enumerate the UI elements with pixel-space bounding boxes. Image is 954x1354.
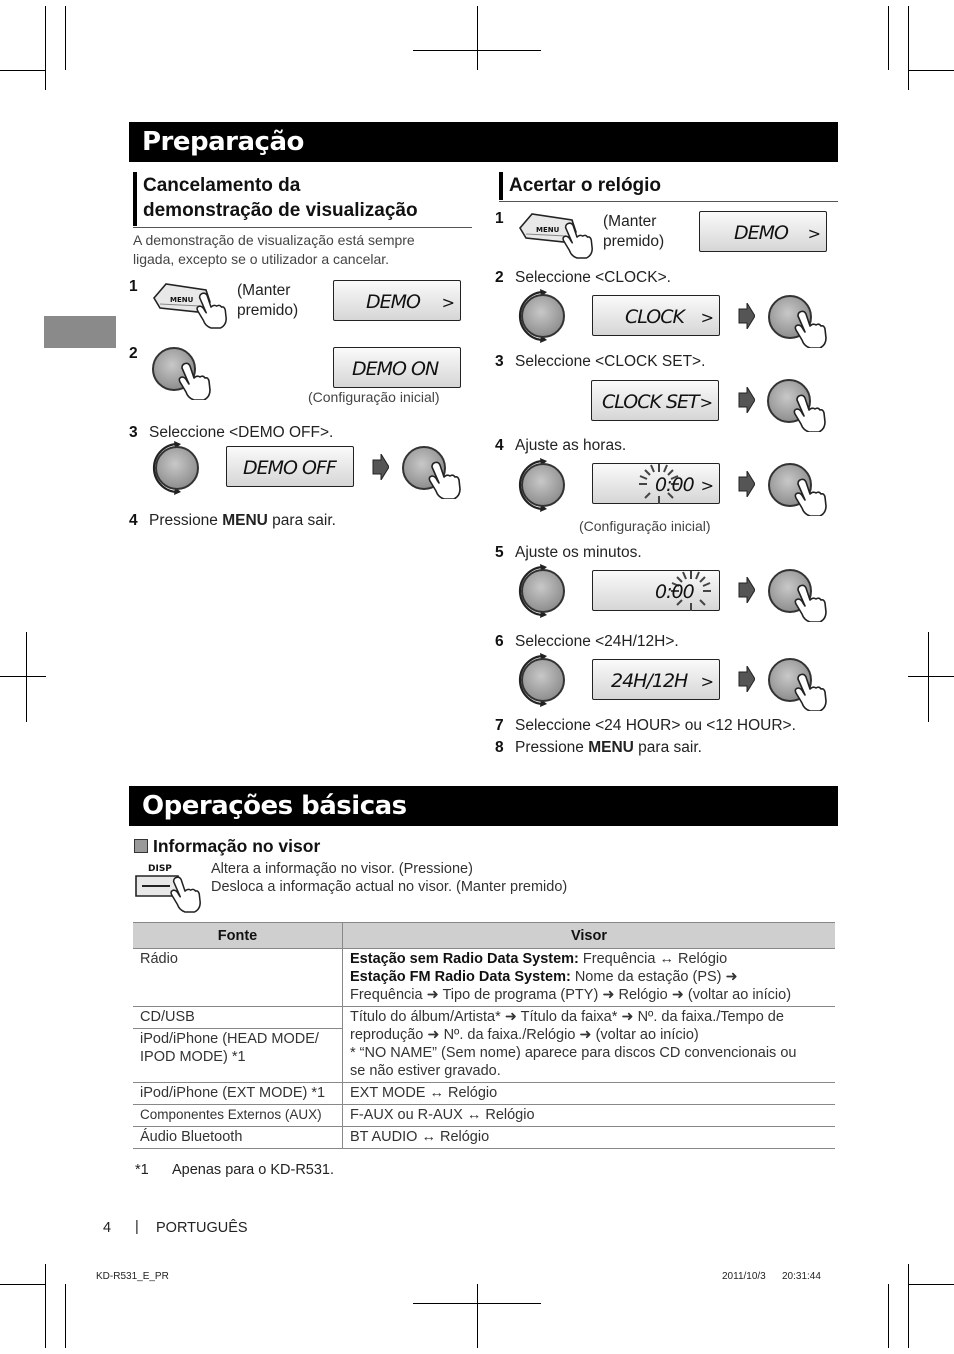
demo-heading-1: Cancelamento da (143, 175, 301, 196)
display-cell: F-AUX ou R-AUX ↔ Relógio (343, 1105, 836, 1127)
display-cell: Título do álbum/Artista* ➜ Título da faixa* ➜ Nº. da faixa./Tempo de reprodução ➜ Nº. da faixa./Relógio ➜ (voltar ao início) * “NO NAME” (Sem nome) aparece para discos CD convencionais ou se não estiver gravado. (343, 1007, 836, 1083)
crop-mark (0, 70, 46, 71)
press-hand-icon (790, 671, 830, 711)
lcd-display (591, 380, 719, 421)
knob-icon[interactable] (521, 569, 565, 613)
crop-mark (0, 1284, 46, 1285)
lcd-text: 0:00 (655, 581, 694, 603)
lcd-display (592, 659, 720, 700)
demo-heading-2: demonstração de visualização (143, 200, 418, 221)
source-cell: Áudio Bluetooth (133, 1127, 343, 1149)
right-arrow-icon (371, 454, 389, 480)
table-row (133, 1007, 835, 1083)
crop-mark (928, 632, 929, 722)
disp-button-icon[interactable] (134, 860, 208, 916)
hold-label-2: premido) (237, 302, 299, 319)
section-bar (133, 172, 137, 226)
hold-label-1: (Manter (237, 282, 291, 299)
table-row (133, 949, 835, 1007)
source-cell: iPod/iPhone (EXT MODE) *1 (133, 1083, 343, 1105)
disp-desc-1: Altera a informação no visor. (Pressione) (211, 861, 473, 877)
step-number: 1 (129, 278, 138, 295)
lcd-display (333, 347, 461, 388)
press-hand-icon (790, 582, 830, 622)
display-cell: EXT MODE ↔ Relógio (343, 1083, 836, 1105)
print-date: 2011/10/3 (722, 1271, 766, 1282)
lcd-text: DEMO OFF (243, 457, 336, 479)
press-hand-icon (790, 476, 830, 516)
clock-heading: Acertar o relógio (509, 175, 662, 196)
crop-mark (888, 6, 889, 70)
step-text: Seleccione <DEMO OFF>. (149, 424, 334, 441)
menu-button-icon[interactable] (150, 280, 234, 332)
file-id: KD-R531_E_PR (96, 1271, 169, 1282)
crop-mark (477, 6, 478, 70)
prep-banner: Preparação (129, 122, 838, 162)
demo-intro-1: A demonstração de visualização está sempre (133, 232, 415, 248)
table-row (133, 1083, 835, 1105)
disp-desc-2: Desloca a informação actual no visor. (Manter premido) (211, 879, 568, 895)
crop-mark (65, 1284, 66, 1348)
table-row (133, 1127, 835, 1149)
basic-banner: Operações básicas (129, 786, 838, 826)
demo-intro-2: ligada, excepto se o utilizador a cancelar. (133, 251, 390, 267)
initial-setting-label: (Configuração inicial) (308, 389, 440, 405)
chevron-right-icon: > (441, 293, 455, 312)
section-bar (499, 172, 503, 200)
lcd-text: CLOCK (625, 306, 684, 328)
step-number: 5 (495, 544, 504, 561)
print-time: 20:31:44 (782, 1271, 821, 1282)
crop-mark (908, 676, 954, 677)
crop-mark (0, 676, 46, 677)
disp-button-label: DISP (148, 864, 172, 874)
display-cell: Estação sem Radio Data System: Frequência ↔ Relógio Estação FM Radio Data System: Nome da estação (PS) ➜ Frequência ➜ Tipo de programa (PTY) ➜ Relógio ➜ (voltar ao início) (343, 949, 836, 1007)
menu-button-icon[interactable] (516, 210, 600, 262)
step-number: 4 (495, 437, 504, 454)
step-number: 3 (495, 353, 504, 370)
lcd-display (699, 211, 827, 252)
step-text: Pressione MENU para sair. (149, 512, 336, 529)
right-arrow-icon (737, 577, 755, 603)
crop-mark (45, 6, 46, 90)
page-number: 4 (103, 1220, 112, 1236)
step-number: 6 (495, 633, 504, 650)
press-hand-icon (790, 308, 830, 348)
lcd-display (592, 570, 720, 611)
hold-label-2: premido) (603, 233, 665, 250)
step-text: Seleccione <CLOCK SET>. (515, 353, 706, 370)
crop-mark (908, 6, 909, 90)
display-info-table (133, 922, 835, 1149)
step-number: 2 (129, 345, 138, 362)
crop-mark (908, 1264, 909, 1348)
chevron-right-icon: > (700, 476, 714, 495)
step-text: Seleccione <24 HOUR> ou <12 HOUR>. (515, 717, 796, 734)
step-text: Pressione MENU para sair. (515, 739, 702, 756)
right-arrow-icon (737, 471, 755, 497)
footnote-text: Apenas para o KD-R531. (172, 1162, 335, 1178)
lcd-text: DEMO (366, 291, 420, 313)
footnote-mark: *1 (135, 1162, 149, 1178)
square-bullet-icon (134, 839, 148, 853)
knob-icon[interactable] (521, 658, 565, 702)
lcd-display (226, 446, 354, 487)
lcd-display (333, 280, 461, 321)
press-hand-icon (424, 459, 464, 499)
info-heading: Informação no visor (153, 836, 321, 856)
chevron-right-icon: > (699, 393, 713, 412)
chevron-right-icon: > (807, 224, 821, 243)
press-hand-icon (789, 392, 829, 432)
right-arrow-icon (737, 303, 755, 329)
step-text: Ajuste as horas. (515, 437, 627, 454)
crop-mark (477, 1284, 478, 1348)
divider (499, 201, 838, 202)
footer-separator: | (135, 1219, 139, 1235)
col-header-display: Visor (343, 923, 836, 949)
initial-setting-label: (Configuração inicial) (579, 518, 711, 534)
menu-button-label: MENU (170, 296, 194, 304)
lcd-text: CLOCK SET (602, 391, 699, 413)
crop-mark (45, 1264, 46, 1348)
chevron-right-icon: > (700, 308, 714, 327)
table-row (133, 1105, 835, 1127)
right-arrow-icon (737, 666, 755, 692)
crop-mark (413, 1303, 541, 1304)
lcd-text: DEMO (734, 222, 788, 244)
step-number: 3 (129, 424, 138, 441)
step-number: 2 (495, 269, 504, 286)
source-cell: Rádio (133, 949, 343, 1007)
crop-mark (26, 632, 27, 722)
lcd-text: 24H/12H (611, 670, 688, 692)
crop-mark (908, 70, 954, 71)
knob-icon[interactable] (521, 294, 565, 338)
display-cell: BT AUDIO ↔ Relógio (343, 1127, 836, 1149)
chevron-right-icon: > (700, 672, 714, 691)
divider (133, 227, 472, 228)
crop-mark (65, 6, 66, 70)
col-header-source: Fonte (133, 923, 343, 949)
step-text: Ajuste os minutos. (515, 544, 642, 561)
crop-mark (888, 1284, 889, 1348)
crop-mark (908, 1284, 954, 1285)
step-number: 8 (495, 739, 504, 756)
lcd-display (592, 463, 720, 504)
knob-icon[interactable] (521, 463, 565, 507)
step-text: Seleccione <CLOCK>. (515, 269, 671, 286)
step-number: 7 (495, 717, 504, 734)
step-number: 1 (495, 210, 504, 227)
press-hand-icon (174, 360, 214, 400)
menu-button-label: MENU (536, 226, 560, 234)
lcd-text: DEMO ON (352, 358, 439, 380)
right-arrow-icon (737, 387, 755, 413)
source-cell: CD/USB iPod/iPhone (HEAD MODE/ IPOD MODE) *1 (133, 1007, 343, 1083)
hold-label-1: (Manter (603, 213, 657, 230)
side-tab (44, 316, 116, 348)
knob-icon[interactable] (155, 446, 199, 490)
lcd-display (592, 295, 720, 336)
language-label: PORTUGUÊS (156, 1220, 248, 1236)
step-number: 4 (129, 512, 138, 529)
source-cell: Componentes Externos (AUX) (133, 1105, 343, 1127)
step-text: Seleccione <24H/12H>. (515, 633, 679, 650)
lcd-text: 0:00 (655, 474, 694, 496)
crop-mark (413, 50, 541, 51)
